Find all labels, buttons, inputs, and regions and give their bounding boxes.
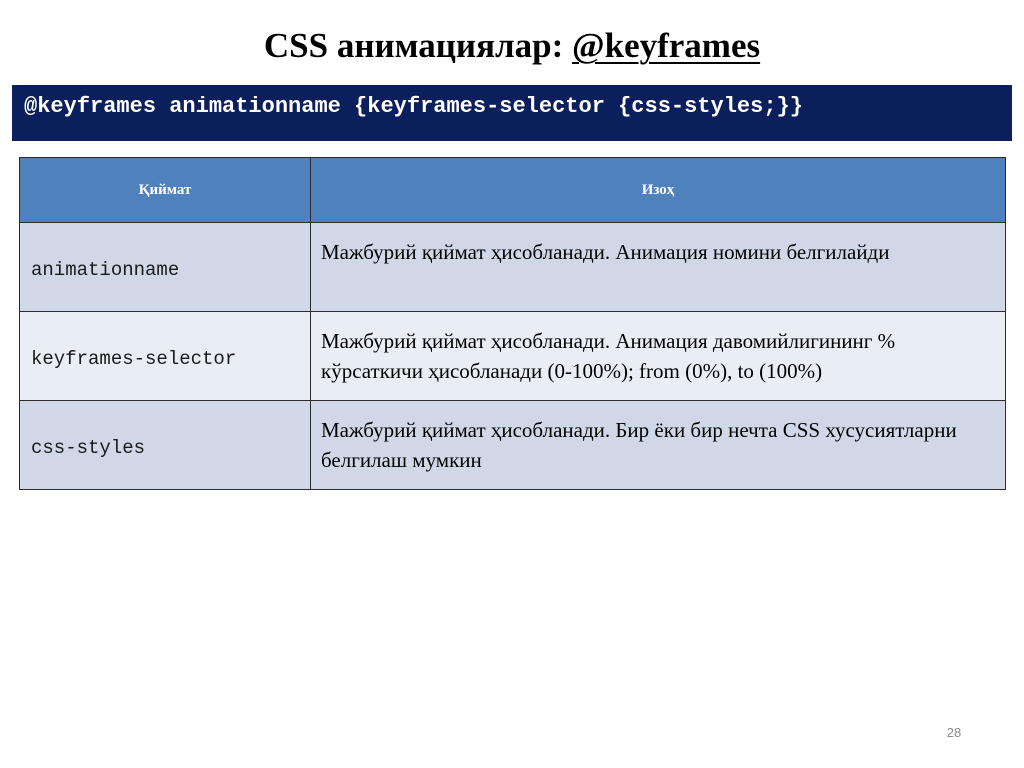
keyframes-link[interactable]: @keyframes: [572, 26, 761, 65]
table-row: [20, 312, 1006, 401]
syntax-bar: [12, 85, 1012, 141]
parameters-table: [19, 157, 1006, 490]
title-prefix: CSS анимациялар:: [263, 26, 573, 65]
table-row: [20, 223, 1006, 312]
row-description: Мажбурий қиймат ҳисобланади. Анимация номини белгилайди: [311, 223, 1006, 312]
page-number: 28: [946, 725, 962, 740]
table-header-row: [20, 158, 1006, 223]
syntax-code: @keyframes animationname {keyframes-selector {css-styles;}}: [24, 94, 803, 119]
slide-title: [0, 22, 1024, 70]
table-row: [20, 401, 1006, 490]
row-value-css-styles: css-styles: [20, 401, 311, 490]
row-description: Мажбурий қиймат ҳисобланади. Бир ёки бир нечта CSS хусусиятларни белгилаш мумкин: [311, 401, 1006, 490]
row-value-keyframes-selector: keyframes-selector: [20, 312, 311, 401]
row-description: Мажбурий қиймат ҳисобланади. Анимация давомийлигининг % кўрсаткичи ҳисобланади (0-100%); from (0%), to (100%): [311, 312, 1006, 401]
row-value-animationname: animationname: [20, 223, 311, 312]
header-value: Қиймат: [20, 158, 311, 223]
header-description: Изоҳ: [311, 158, 1006, 223]
